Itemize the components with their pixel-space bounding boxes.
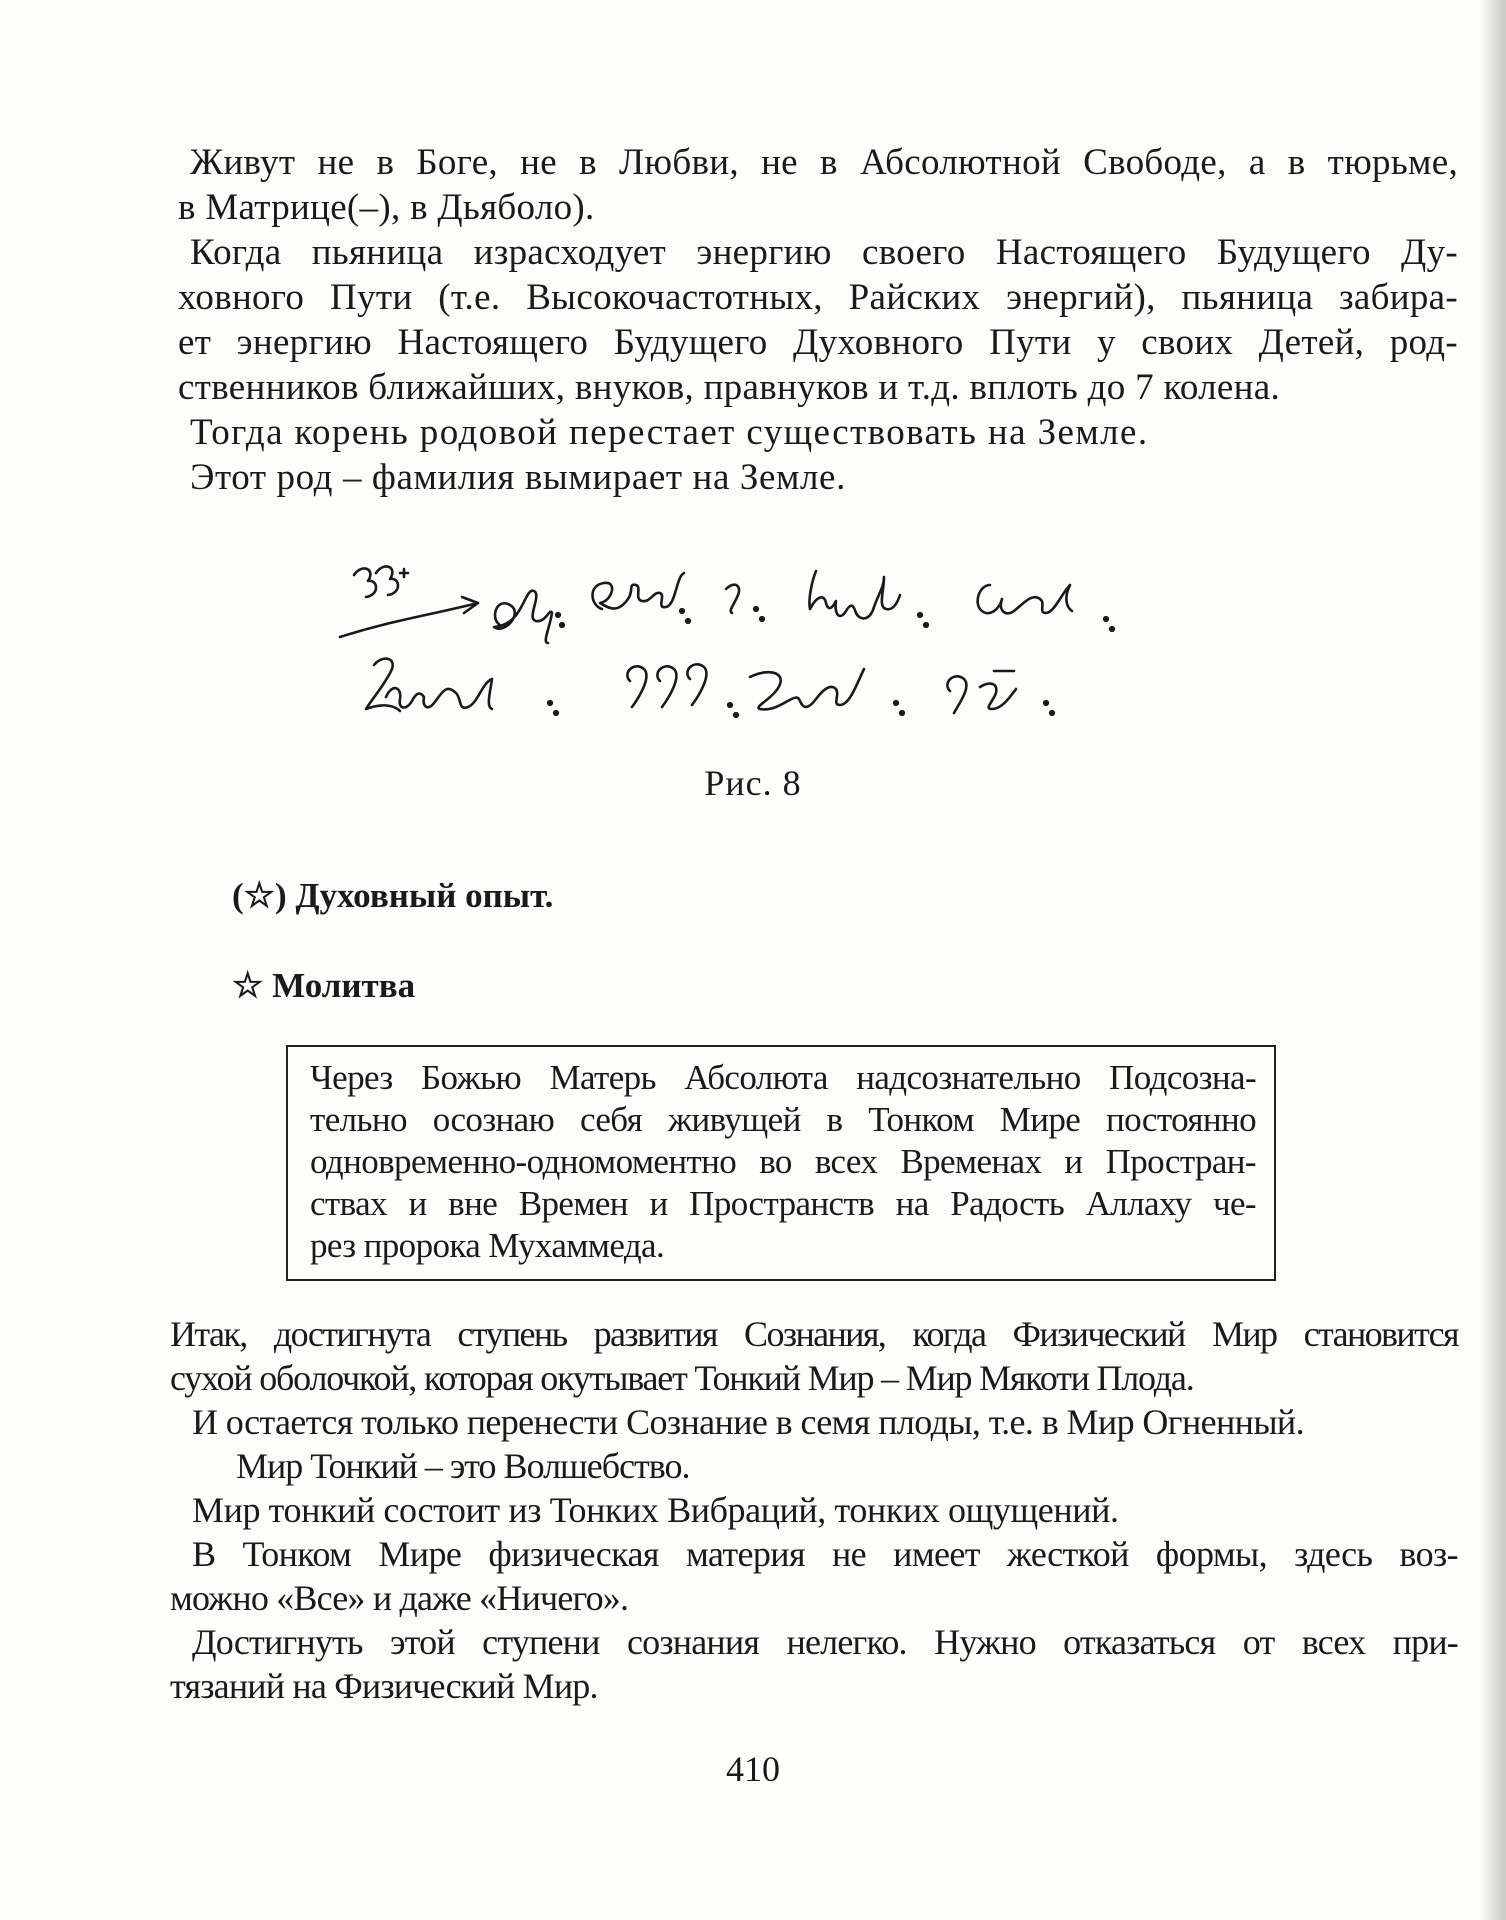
heading-spiritual-experience: (☆) Духовный опыт.	[232, 876, 554, 915]
text-line: Живут не в Боге, не в Любви, не в Абсолютной Свободе, а в тюрьме,	[190, 142, 1458, 183]
text-line: Итак, достигнута ступень развития Сознания, когда Физический Мир становится	[170, 1314, 1458, 1354]
prayer-line: одновременно-одномоментно во всех Временах и Простран-	[310, 1142, 1256, 1181]
paragraph	[190, 455, 1458, 500]
paragraph	[170, 1312, 1458, 1400]
handwritten-script-figure	[330, 545, 1330, 745]
text-line: Тогда корень родовой перестает существовать на Земле.	[190, 412, 1149, 453]
prayer-line: тельно осознаю себя живущей в Тонком Мире постоянно	[310, 1100, 1256, 1139]
paragraph	[170, 1400, 1458, 1444]
paragraph	[178, 140, 1458, 230]
text-line: Мир тонкий состоит из Тонких Вибраций, тонких ощущений.	[192, 1490, 1119, 1530]
text-line: И остается только перенести Сознание в семя плоды, т.е. в Мир Огненный.	[192, 1402, 1304, 1442]
text-line: в Матрице(–), в Дьяболо).	[178, 187, 595, 228]
text-line: сухой оболочкой, которая окутывает Тонкий Мир – Мир Мякоти Плода.	[170, 1358, 1194, 1398]
paragraph	[170, 1488, 1458, 1532]
prayer-line: ствах и вне Времен и Пространств на Радость Аллаху че-	[310, 1184, 1256, 1223]
text-line: Мир Тонкий – это Волшебство.	[236, 1446, 690, 1486]
heading-prayer: ☆ Молитва	[232, 966, 416, 1005]
paragraph	[170, 1444, 1458, 1488]
text-line: Достигнуть этой ступени сознания нелегко. Нужно отказаться от всех при-	[192, 1622, 1458, 1662]
text-line: ет энергию Настоящего Будущего Духовного Пути у своих Детей, род-	[178, 322, 1458, 363]
paragraph	[170, 1620, 1458, 1708]
prayer-line: Через Божью Матерь Абсолюта надсознательно Подсозна-	[310, 1058, 1256, 1097]
text-line: Этот род – фамилия вымирает на Земле.	[190, 457, 846, 498]
text-line: тязаний на Физический Мир.	[170, 1666, 598, 1706]
bottom-text-block	[170, 1312, 1458, 1708]
book-spine-shadow	[1480, 0, 1506, 1920]
paragraph	[170, 1532, 1458, 1620]
text-line: Когда пьяница израсходует энергию своего Настоящего Будущего Ду-	[190, 232, 1458, 273]
text-line: ховного Пути (т.е. Высокочастотных, Райских энергий), пьяница забира-	[178, 277, 1458, 318]
prayer-box	[286, 1045, 1276, 1281]
top-text-block	[178, 140, 1458, 500]
text-line: В Тонком Мире физическая материя не имеет жесткой формы, здесь воз-	[192, 1534, 1458, 1574]
paragraph	[178, 230, 1458, 410]
paragraph	[190, 410, 1458, 455]
prayer-line: рез пророка Мухаммеда.	[310, 1226, 665, 1265]
text-line: ственников ближайших, внуков, правнуков и т.д. вплоть до 7 колена.	[178, 367, 1281, 408]
text-line: можно «Все» и даже «Ничего».	[170, 1578, 629, 1618]
page-number: 410	[726, 1749, 780, 1789]
figure-caption: Рис. 8	[704, 763, 802, 803]
